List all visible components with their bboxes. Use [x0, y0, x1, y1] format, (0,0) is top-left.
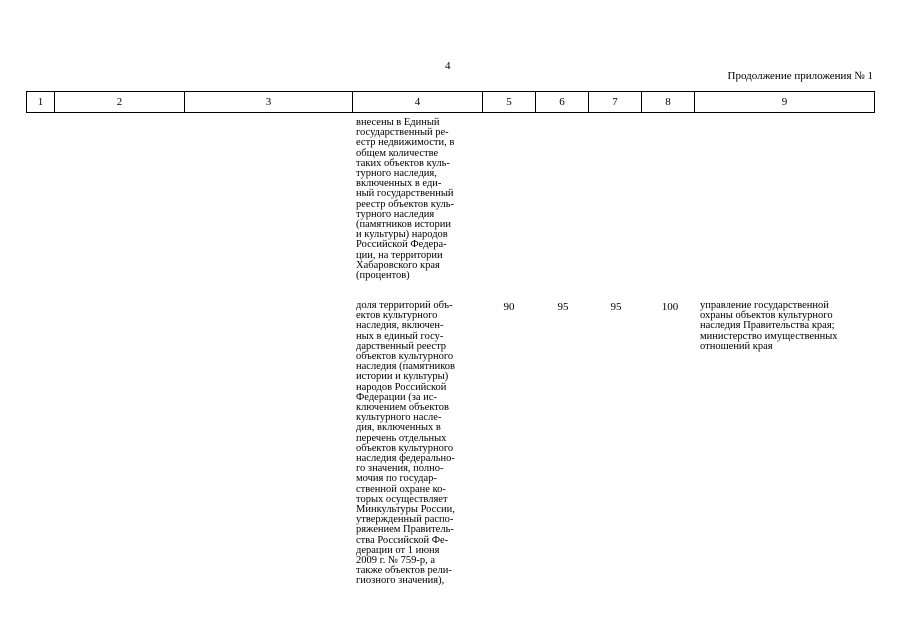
header-col-5: 5	[483, 92, 536, 113]
header-col-3: 3	[185, 92, 353, 113]
value-col-5: 90	[503, 301, 515, 313]
header-col-1: 1	[27, 92, 55, 113]
header-row	[27, 92, 875, 113]
indicator-text: доля территорий объ- ектов культурного наследия, включен- ных в единый госу- дарственный реестр объектов культурного наследия (памятников истории и культуры) народов Российской Федерации (за ис- ключением объектов культурного насле- дия, включенных в перечень отдельных объектов культурного наследия федерально- го значения, полно- мочия по государ- ственной охране ко- торых осуществляет Минкультуры России, утвержденный распо- ряжением Правитель- ства Российской Фе- дерации от 1 июня 2009 г. № 759-р, а также объектов рели- гиозного значения),	[356, 300, 455, 587]
header-col-9: 9	[695, 92, 875, 113]
header-col-2: 2	[55, 92, 185, 113]
value-col-7: 95	[610, 301, 622, 313]
value-col-6: 95	[557, 301, 569, 313]
page-number: 4	[445, 60, 451, 72]
header-col-8: 8	[642, 92, 695, 113]
header-col-6: 6	[536, 92, 589, 113]
indicator-text: внесены в Единый государственный ре- естр недвижимости, в общем количестве таких объектов куль- турного наследия, включенных в еди- ный государственный реестр объектов куль- турного наследия (памятников истории и культуры) народов Российской Федера- ции, на территории Хабаровского края (процентов)	[356, 117, 455, 282]
value-col-8: 100	[661, 301, 679, 313]
header-col-4: 4	[353, 92, 483, 113]
continuation-label: Продолжение приложения № 1	[727, 70, 873, 82]
table-header	[26, 91, 875, 113]
responsible-text: управление государственной охраны объектов культурного наследия Правительства края; министерство имущественных отношений края	[700, 300, 838, 352]
header-col-7: 7	[589, 92, 642, 113]
